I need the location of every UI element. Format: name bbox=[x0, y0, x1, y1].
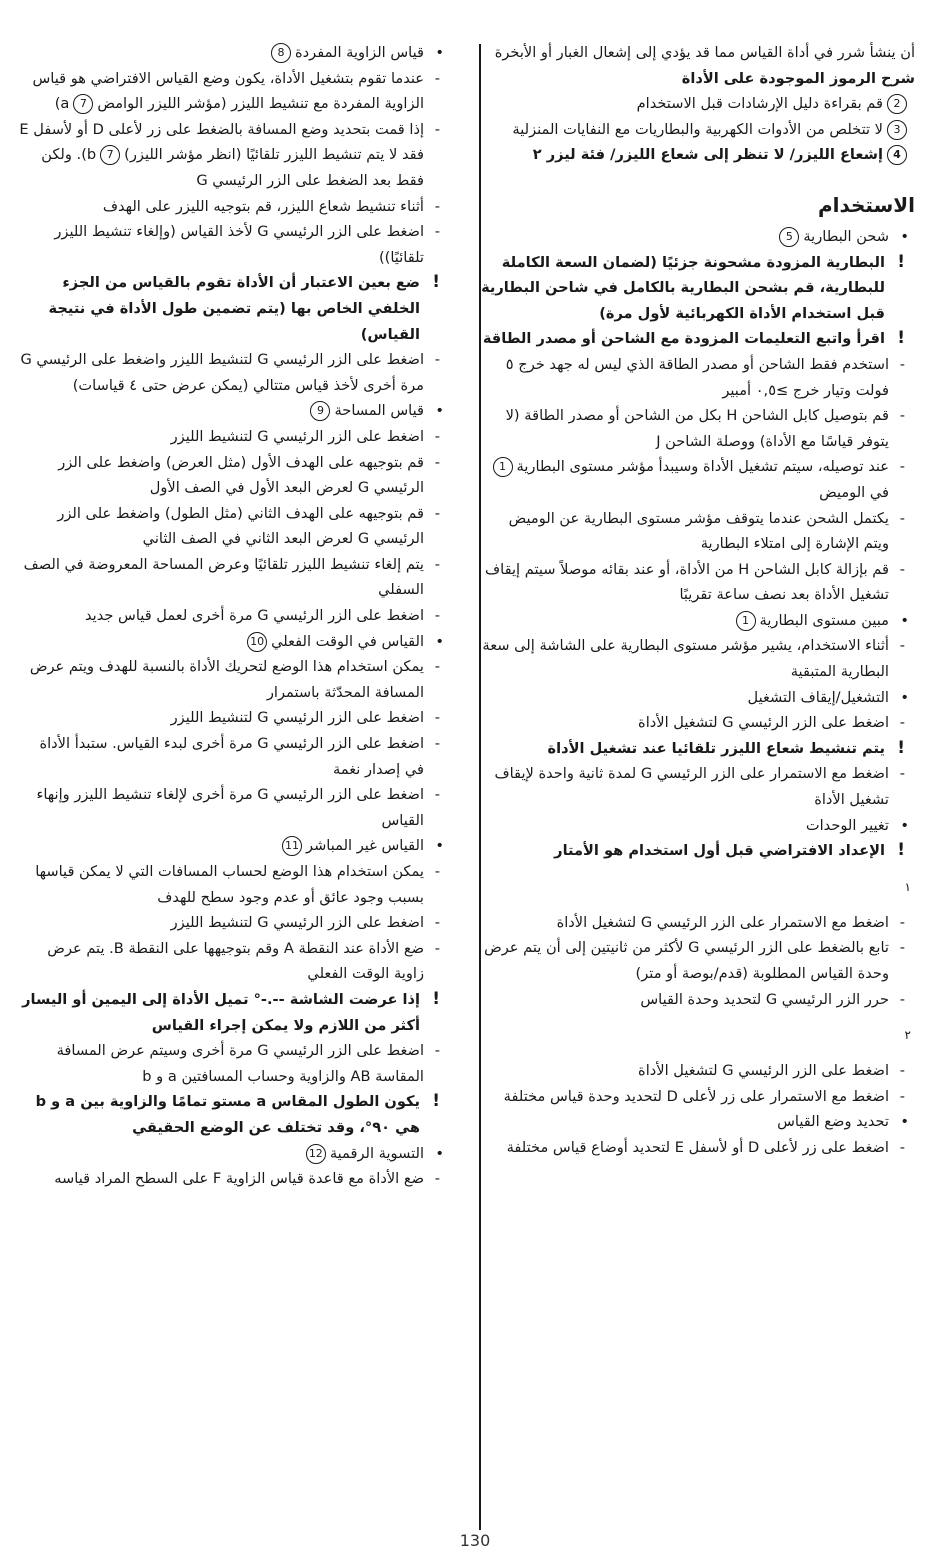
symbol-text: لا تتخلص من الأدوات الكهربية والبطاريات مع النفايات المنزلية bbox=[512, 120, 883, 138]
units-step-number-1: ١ bbox=[904, 879, 911, 894]
units-step-4: - اضغط على الزر الرئيسي G لتشغيل الأداة bbox=[480, 1058, 915, 1084]
mode-title: • تحديد وضع القياس bbox=[480, 1109, 915, 1135]
onoff-step-1: - اضغط على الزر الرئيسي G لتشغيل الأداة bbox=[480, 710, 915, 736]
symbol-item bbox=[480, 117, 915, 143]
symbol-number: 2 bbox=[887, 94, 907, 114]
single-angle-step-4: - اضغط على الزر الرئيسي G لأخذ القياس (وإلغاء تنشيط الليزر تلقائيًا)) bbox=[18, 219, 450, 270]
charging-title: • شحن البطارية5 bbox=[480, 224, 915, 250]
onoff-warning: ! يتم تنشيط شعاع الليزر تلقائيا عند تشغيل الأداة bbox=[480, 736, 915, 762]
single-angle-step-2: - إذا قمت بتحديد وضع المسافة بالضغط على زر لأعلى D أو لأسفل E فقد لا يتم تنشيط الليزر تلقائيًا (انظر مؤشر الليزر)7b). ولكن فقط بعد الضغط على الزر الرئيسي G bbox=[18, 117, 450, 194]
single-angle-title: • قياس الزاوية المفردة8 bbox=[18, 40, 450, 66]
single-angle-number: 8 bbox=[271, 43, 291, 63]
symbol-text: قم بقراءة دليل الإرشادات قبل الاستخدام bbox=[636, 95, 883, 113]
units-step-number-2: ٢ bbox=[904, 1028, 911, 1043]
usage-heading: الاستخدام bbox=[817, 192, 915, 217]
area-number: 9 bbox=[310, 401, 330, 421]
laser-indicator-number: 7 bbox=[100, 145, 120, 165]
realtime-step-3: - اضغط على الزر الرئيسي G مرة أخرى لبدء القياس. ستبدأ الأداة في إصدار نغمة bbox=[18, 731, 450, 782]
units-step-2: - تابع بالضغط على الزر الرئيسي G لأكثر من ثانيتين إلى أن يتم عرض وحدة القياس المطلوبة (قدم/بوصة أو متر) bbox=[480, 935, 915, 986]
indirect-title: • القياس غير المباشر11 bbox=[18, 833, 450, 859]
indirect-number: 11 bbox=[282, 836, 302, 856]
single-angle-step-3: - أثناء تنشيط شعاع الليزر، قم بتوجيه الليزر على الهدف bbox=[18, 194, 450, 220]
realtime-step-4: - اضغط على الزر الرئيسي G مرة أخرى لإلغاء تنشيط الليزر وإنهاء القياس bbox=[18, 782, 450, 833]
battery-level-step: - أثناء الاستخدام، يشير مؤشر مستوى البطارية على الشاشة إلى سعة البطارية المتبقية bbox=[480, 633, 915, 684]
charging-warning-1: ! البطارية المزودة مشحونة جزئيًا (لضمان السعة الكاملة للبطارية، قم بشحن البطارية بالكامل في شاحن البطارية قبل استخدام الأداة الكهربائية لأول مرة) bbox=[480, 250, 915, 327]
page-number: 130 bbox=[459, 1531, 491, 1550]
digital-level-step: - ضع الأداة مع قاعدة قياس الزاوية F على السطح المراد قياسه bbox=[18, 1166, 450, 1192]
mode-step: - اضغط على زر لأعلى D أو لأسفل E لتحديد أوضاع قياس مختلفة bbox=[480, 1135, 915, 1161]
right-column bbox=[480, 40, 915, 1161]
charging-step-5: - قم بإزالة كابل الشاحن H من الأداة، أو عند بقائه موصلاً سيتم إيقاف تشغيل الأداة بعد نصف ساعة تقريبًا bbox=[480, 557, 915, 608]
single-angle-step-1: - عندما تقوم بتشغيل الأداة، يكون وضع القياس الافتراضي هو قياس الزاوية المفردة مع تنشيط الليزر (مؤشر الليزر الوامض7a) bbox=[18, 66, 450, 117]
indirect-step-4: - اضغط على الزر الرئيسي G مرة أخرى وسيتم عرض المسافة المقاسة AB والزاوية وحساب المسافتين a و b bbox=[18, 1038, 450, 1089]
symbol-item bbox=[480, 142, 915, 168]
symbol-number: 3 bbox=[887, 120, 907, 140]
battery-indicator-number: 1 bbox=[493, 457, 513, 477]
single-angle-step-5: - اضغط على الزر الرئيسي G لتنشيط الليزر واضغط على الرئيسي G مرة أخرى لأخذ قياس متتالي (يمكن عرض حتى ٤ قياسات) bbox=[18, 347, 450, 398]
battery-level-number: 1 bbox=[736, 611, 756, 631]
intro-text: أن ينشأ شرر في أداة القياس مما قد يؤدي إلى إشعال الغبار أو الأبخرة bbox=[494, 44, 915, 61]
area-step-1: - اضغط على الزر الرئيسي G لتنشيط الليزر bbox=[18, 424, 450, 450]
symbol-text: إشعاع الليزر/ لا تنظر إلى شعاع الليزر/ فئة ليزر ٢ bbox=[532, 146, 883, 164]
charging-step-1: - استخدم فقط الشاحن أو مصدر الطاقة الذي ليس له جهد خرج ٥ فولت وتيار خرج ≥٠,٥ أمبير bbox=[480, 352, 915, 403]
realtime-title: • القياس في الوقت الفعلي10 bbox=[18, 629, 450, 655]
indirect-step-1: - يمكن استخدام هذا الوضع لحساب المسافات التي لا يمكن قياسها بسبب وجود عائق أو عدم وجود سطح للهدف bbox=[18, 859, 450, 910]
symbols-heading: شرح الرموز الموجودة على الأداة bbox=[681, 69, 915, 87]
area-title: • قياس المساحة9 bbox=[18, 398, 450, 424]
laser-indicator-number: 7 bbox=[73, 94, 93, 114]
units-title: • تغيير الوحدات bbox=[480, 813, 915, 839]
symbol-number: 4 bbox=[887, 145, 907, 165]
area-step-2: - قم بتوجيهه على الهدف الأول (مثل العرض) واضغط على الزر الرئيسي G لعرض البعد الأول في الصف الأول bbox=[18, 450, 450, 501]
charging-step-3: - عند توصيله، سيتم تشغيل الأداة وسيبدأ مؤشر مستوى البطارية1في الوميض bbox=[480, 454, 915, 505]
charging-step-2: - قم بتوصيل كابل الشاحن H بكل من الشاحن أو مصدر الطاقة (لا يتوفر قياسًا مع الأداة) ووصلة الشاحن J bbox=[480, 403, 915, 454]
realtime-step-2: - اضغط على الزر الرئيسي G لتنشيط الليزر bbox=[18, 705, 450, 731]
area-step-3: - قم بتوجيهه على الهدف الثاني (مثل الطول) واضغط على الزر الرئيسي G لعرض البعد الثاني في الصف الثاني bbox=[18, 501, 450, 552]
single-angle-warning: ! ضع بعين الاعتبار أن الأداة تقوم بالقياس من الجزء الخلفي الخاص بها (يتم تضمين طول الأداة في نتيجة القياس) bbox=[18, 270, 450, 347]
symbol-item bbox=[480, 91, 915, 117]
onoff-step-2: - اضغط مع الاستمرار على الزر الرئيسي G لمدة ثانية واحدة لإيقاف تشغيل الأداة bbox=[480, 761, 915, 812]
charging-warning-2: ! اقرأ واتبع التعليمات المزودة مع الشاحن أو مصدر الطاقة bbox=[480, 326, 915, 352]
left-column bbox=[18, 40, 450, 1192]
charging-step-4: - يكتمل الشحن عندما يتوقف مؤشر مستوى البطارية عن الوميض ويتم الإشارة إلى امتلاء البطارية bbox=[480, 506, 915, 557]
units-step-3: - حرر الزر الرئيسي G لتحديد وحدة القياس bbox=[480, 987, 915, 1013]
units-step-5: - اضغط مع الاستمرار على زر لأعلى D لتحديد وحدة قياس مختلفة bbox=[480, 1084, 915, 1110]
realtime-number: 10 bbox=[247, 632, 267, 652]
indirect-step-2: - اضغط على الزر الرئيسي G لتنشيط الليزر bbox=[18, 910, 450, 936]
realtime-step-1: - يمكن استخدام هذا الوضع لتحريك الأداة بالنسبة للهدف ويتم عرض المسافة المحدّثة باستمرار bbox=[18, 654, 450, 705]
digital-level-number: 12 bbox=[306, 1144, 326, 1164]
indirect-warning-1: ! إذا عرضت الشاشة --.-° تميل الأداة إلى اليمين أو اليسار أكثر من اللازم ولا يمكن إجراء القياس bbox=[18, 987, 450, 1038]
area-step-4: - يتم إلغاء تنشيط الليزر تلقائيًا وعرض المساحة المعروضة في الصف السفلي bbox=[18, 552, 450, 603]
indirect-warning-2: ! يكون الطول المقاس a مستو تمامًا والزاوية بين a و b هي ٩٠°، وقد تختلف عن الوضع الحقيقي bbox=[18, 1089, 450, 1140]
digital-level-title: • التسوية الرقمية12 bbox=[18, 1141, 450, 1167]
charging-number: 5 bbox=[779, 227, 799, 247]
battery-level-title: • مبين مستوى البطارية1 bbox=[480, 608, 915, 634]
onoff-title: • التشغيل/إيقاف التشغيل bbox=[480, 685, 915, 711]
units-warning: ! الإعداد الافتراضي قبل أول استخدام هو الأمتار bbox=[480, 838, 915, 864]
area-step-5: - اضغط على الزر الرئيسي G مرة أخرى لعمل قياس جديد bbox=[18, 603, 450, 629]
units-step-1: - اضغط مع الاستمرار على الزر الرئيسي G لتشغيل الأداة bbox=[480, 910, 915, 936]
indirect-step-3: - ضع الأداة عند النقطة A وقم بتوجيهها على النقطة B. يتم عرض زاوية الوقت الفعلي bbox=[18, 936, 450, 987]
